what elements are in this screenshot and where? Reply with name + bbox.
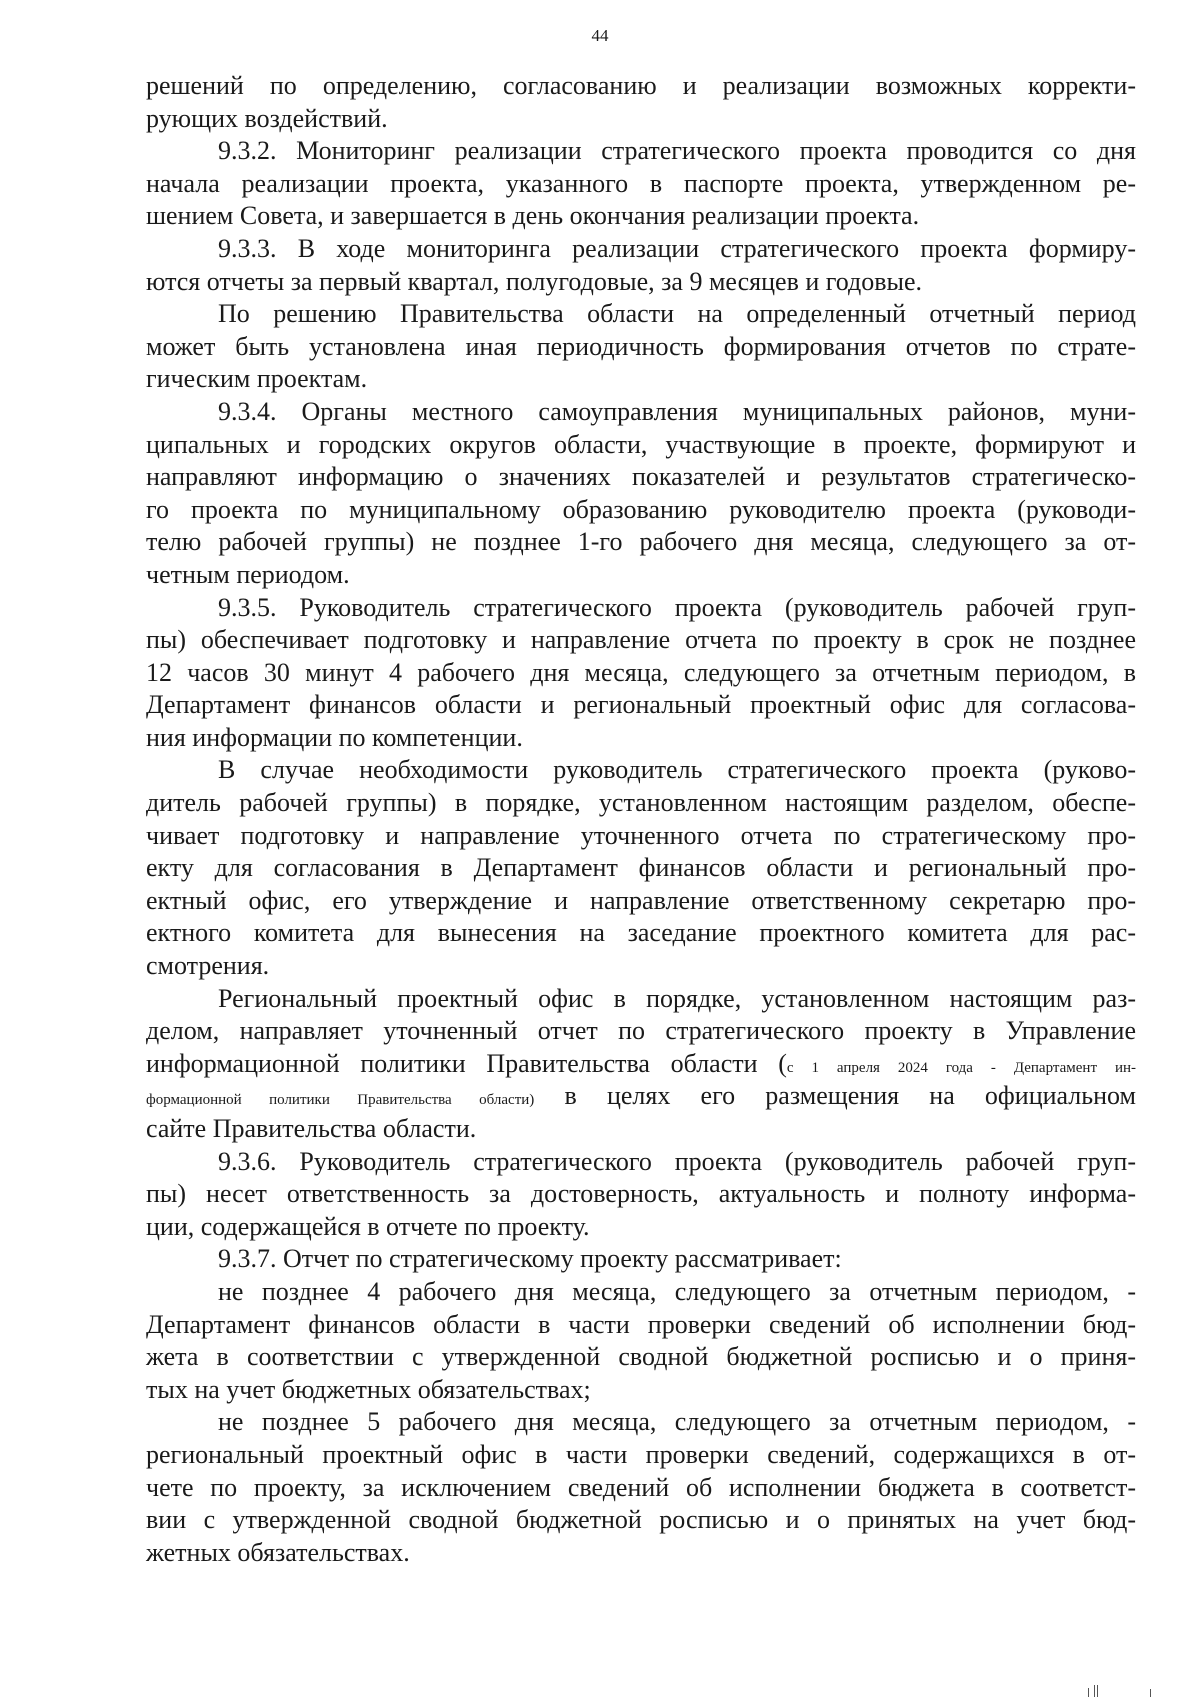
text-line: региональный проектный офис в части проверки сведений, содержащихся в от- (146, 1439, 1136, 1469)
text-line: ния информации по компетенции. (146, 722, 523, 752)
text-line: ектного комитета для вынесения на заседание проектного комитета для рас- (146, 918, 1136, 948)
inline-note: с 1 апреля 2024 года - Департамент ин- (786, 1059, 1137, 1076)
text-line: чете по проекту, за исключением сведений об исполнении бюджета в соответст- (146, 1472, 1136, 1502)
page-number: 44 (591, 26, 609, 45)
text-line: Департамент финансов области в части проверки сведений об исполнении бюд- (146, 1309, 1136, 1339)
text-line: жета в соответствии с утвержденной сводной бюджетной росписью и о приня- (146, 1342, 1136, 1372)
text-line: ектный офис, его утверждение и направление ответственному секретарю про- (146, 885, 1136, 915)
paragraph-9-3-4: 9.3.4. Органы местного самоуправления муниципальных районов, муни- (218, 396, 1136, 426)
text-line: Департамент финансов области и региональный проектный офис для согласова- (146, 690, 1136, 720)
text-line-with-note (146, 1048, 1136, 1081)
text-line: дитель рабочей группы) в порядке, установленном настоящим разделом, обеспе- (146, 788, 1136, 818)
text-line: может быть установлена иная периодичность формирования отчетов по страте- (146, 331, 1136, 361)
text-line: пы) несет ответственность за достоверность, актуальность и полноту информа- (146, 1179, 1136, 1209)
text-line: тых на учет бюджетных обязательствах; (146, 1374, 591, 1404)
paragraph-regional-office: Региональный проектный офис в порядке, установленном настоящим раз- (218, 983, 1136, 1013)
text-line: начала реализации проекта, указанного в паспорте проекта, утвержденном ре- (146, 168, 1136, 198)
document-body (146, 70, 1136, 1569)
paragraph-9-3-3: 9.3.3. В ходе мониторинга реализации стратегического проекта формиру- (218, 233, 1136, 263)
text-line: телю рабочей группы) не позднее 1-го рабочего дня месяца, следующего за от- (146, 527, 1136, 557)
text-line: вии с утвержденной сводной бюджетной росписью и о принятых на учет бюд- (146, 1505, 1136, 1535)
text-line: чивает подготовку и направление уточненного отчета по стратегическому про- (146, 820, 1136, 850)
text-line: шением Совета, и завершается в день окончания реализации проекта. (146, 201, 920, 231)
paragraph-9-3-7: 9.3.7. Отчет по стратегическому проекту рассматривает: (218, 1244, 842, 1274)
text-line: ции, содержащейся в отчете по проекту. (146, 1211, 590, 1241)
list-item-finance-dept: не позднее 4 рабочего дня месяца, следующего за отчетным периодом, - (218, 1276, 1136, 1306)
paragraph-9-3-5: 9.3.5. Руководитель стратегического проекта (руководитель рабочей груп- (218, 592, 1136, 622)
text-line-with-note (146, 1080, 1136, 1113)
paragraph-9-3-6: 9.3.6. Руководитель стратегического проекта (руководитель рабочей груп- (218, 1146, 1136, 1176)
text-span: в целях его размещения на официальном (534, 1081, 1136, 1111)
text-line: 12 часов 30 минут 4 рабочего дня месяца, следующего за отчетным периодом, в (146, 657, 1136, 687)
text-line: ются отчеты за первый квартал, полугодовые, за 9 месяцев и годовые. (146, 266, 923, 296)
inline-note: формационной политики Правительства области) (146, 1092, 535, 1109)
text-line: пы) обеспечивает подготовку и направление отчета по проекту в срок не позднее (146, 625, 1136, 655)
paragraph-government-decision: По решению Правительства области на определенный отчетный период (218, 299, 1136, 329)
text-span: информационной политики Правительства области ( (146, 1048, 787, 1078)
text-line: четным периодом. (146, 559, 350, 589)
text-line: екту для согласования в Департамент финансов области и региональный про- (146, 853, 1136, 883)
paragraph-refined-report: В случае необходимости руководитель стратегического проекта (руково- (218, 755, 1136, 785)
text-line: решений по определению, согласованию и реализации возможных корректи- (146, 71, 1136, 100)
text-line: гическим проектам. (146, 364, 368, 394)
scan-edge-marks (1082, 1684, 1172, 1697)
text-line: го проекта по муниципальному образованию руководителю проекта (руководи- (146, 494, 1136, 524)
text-line: сайте Правительства области. (146, 1114, 477, 1143)
list-item-project-office: не позднее 5 рабочего дня месяца, следующего за отчетным периодом, - (218, 1407, 1136, 1437)
paragraph-9-3-2: 9.3.2. Мониторинг реализации стратегического проекта проводится со дня (218, 136, 1136, 166)
text-line: направляют информацию о значениях показателей и результатов стратегическо- (146, 462, 1136, 492)
text-line: ципальных и городских округов области, участвующие в проекте, формируют и (146, 429, 1136, 459)
text-line: смотрения. (146, 951, 270, 981)
text-line: делом, направляет уточненный отчет по стратегического проекту в Управление (146, 1016, 1136, 1046)
text-line: рующих воздействий. (146, 103, 388, 133)
text-line: жетных обязательствах. (146, 1537, 410, 1567)
